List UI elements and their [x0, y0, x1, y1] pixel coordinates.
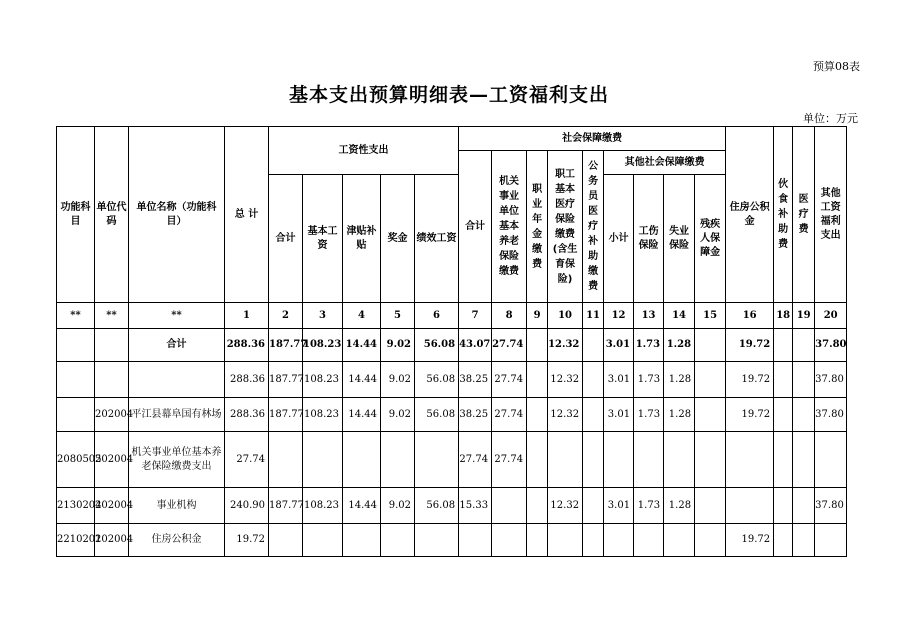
page-title: 基本支出预算明细表—工资福利支出	[288, 84, 609, 106]
form-number: 预算08表	[813, 60, 860, 73]
header-annuity: 职业年金缴费	[527, 151, 548, 303]
header-wage-group: 工资性支出	[269, 127, 459, 175]
table-row: 288.36 187.77 108.23 14.44 9.02 56.08 38.25 27.74 12.32 3.01 1.73 1.28 19.72 37.80	[57, 362, 847, 398]
header-bonus: 奖金	[381, 175, 415, 303]
header-wage-total: 合计	[269, 175, 303, 303]
header-basic-wage: 基本工资	[303, 175, 343, 303]
header-other-welfare: 其他工资福利支出	[815, 127, 847, 303]
header-func-subject: 功能科目	[57, 127, 95, 303]
table-row: 2130204 202004 事业机构 240.90 187.77 108.23 14.44 9.02 56.08 15.33 12.32 3.01 1.73 1.28 37.80	[57, 488, 847, 524]
header-civil-medical: 公务员医疗补助缴费	[583, 151, 604, 303]
table-row: 2210201 202004 住房公积金 19.72 19.72	[57, 524, 847, 557]
index-row: ** ** ** 1 2 3 4 5 6 7 8 9 10 11 12 13 14 15 16 18 19 20	[57, 303, 847, 329]
header-allowance: 津贴补贴	[343, 175, 381, 303]
table-row: 2080505 202004 机关事业单位基本养老保险缴费支出 27.74 27.74 27.74	[57, 432, 847, 488]
table-row-total: 合计 288.36 187.77 108.23 14.44 9.02 56.08 43.07 27.74 12.32 3.01 1.73 1.28 19.72 37.80	[57, 329, 847, 362]
header-unemployment: 失业保险	[664, 175, 695, 303]
header-other-group: 其他社会保障缴费	[604, 151, 726, 175]
unit-label: 单位：万元	[803, 112, 858, 125]
header-medical-fee: 医疗费	[793, 127, 815, 303]
header-pension: 机关事业单位基本养老保险缴费	[492, 151, 527, 303]
header-disability: 残疾人保障金	[695, 175, 726, 303]
header-social-total: 合计	[459, 151, 492, 303]
header-housing: 住房公积金	[726, 127, 774, 303]
header-unit-name: 单位名称（功能科目）	[129, 127, 225, 303]
header-injury: 工伤保险	[634, 175, 664, 303]
header-social-group: 社会保障缴费	[459, 127, 726, 151]
header-total: 总 计	[225, 127, 269, 303]
expense-table	[56, 126, 847, 557]
header-medical: 职工基本医疗保险缴费(含生育保险)	[548, 151, 583, 303]
header-other-subtotal: 小计	[604, 175, 634, 303]
header-unit-code: 单位代码	[95, 127, 129, 303]
header-meal: 伙食补助费	[774, 127, 793, 303]
header-performance: 绩效工资	[415, 175, 459, 303]
table-row: 202004 平江县幕阜国有林场 288.36 187.77 108.23 14.44 9.02 56.08 38.25 27.74 12.32 3.01 1.73 1.28 19.72 37.80	[57, 398, 847, 432]
